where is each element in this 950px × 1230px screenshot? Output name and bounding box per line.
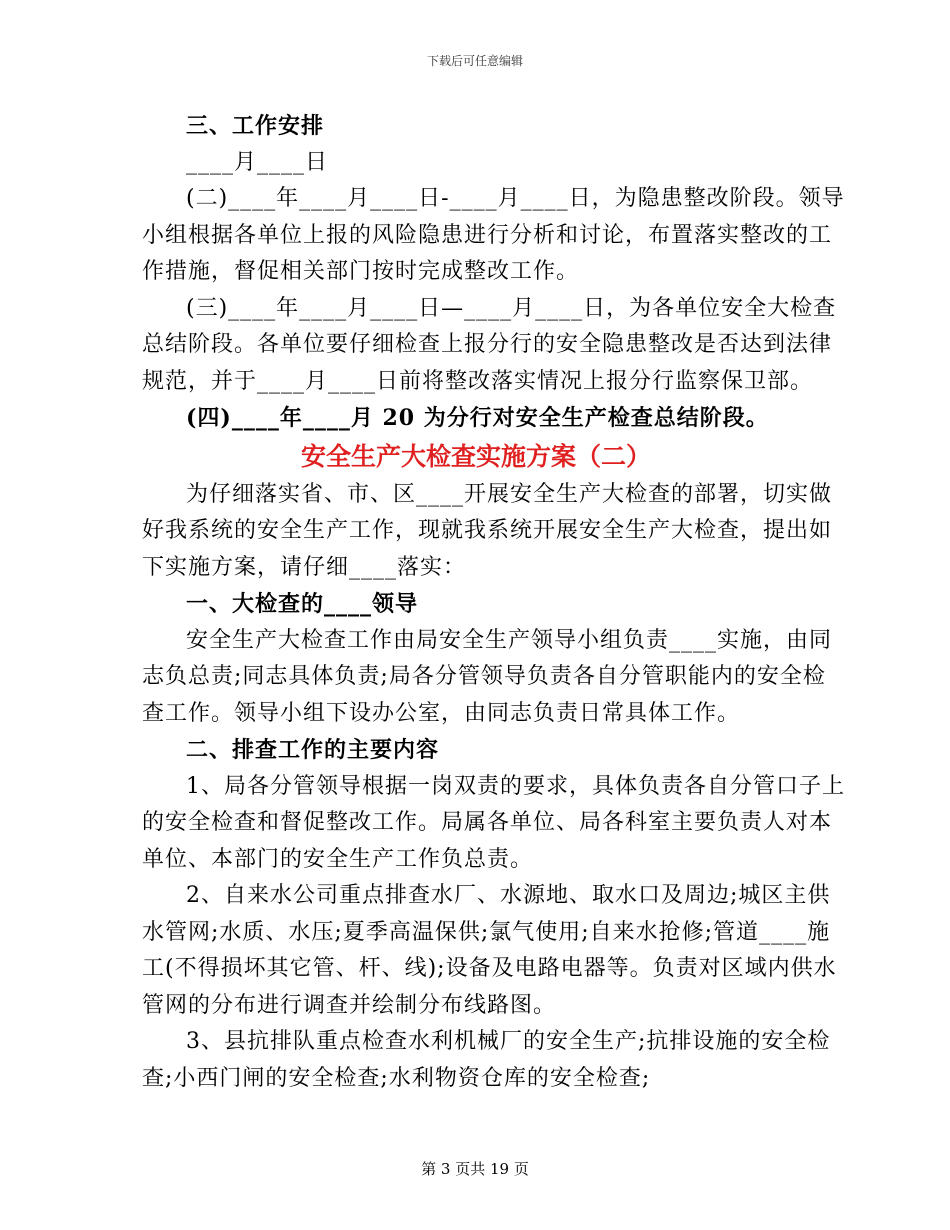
work-arrangement-section: [142, 108, 845, 437]
paragraph-line: 2、自来水公司重点排查水厂、水源地、取水口及周边;城区主供: [186, 883, 831, 908]
paragraph-line: 总结阶段。各单位要仔细检查上报分行的安全隐患整改是否达到法律: [142, 332, 833, 357]
paragraph-line: 工(不得损坏其它管、杆、线);设备及电路电器等。负责对区域内供水: [142, 956, 837, 981]
section-heading: 一、大检查的____领导: [186, 591, 419, 617]
paragraph-line: 好我系统的安全生产工作，现就我系统开展安全生产大检查，提出如: [142, 518, 833, 543]
paragraph-line: (二)____年____月____日-____月____日，为隐患整改阶段。领导: [186, 186, 845, 211]
paragraph-line: 小组根据各单位上报的风险隐患进行分析和讨论，布置落实整改的工: [142, 222, 833, 248]
paragraph-line: 3、县抗排队重点检查水利机械厂的安全生产;抗排设施的安全检: [186, 1029, 831, 1054]
document-body: [142, 108, 845, 1097]
inspection-plan-section: [142, 477, 845, 1098]
paragraph-line: 规范，并于____月____日前将整改落实情况上报分行监察保卫部。: [142, 368, 814, 394]
paragraph-line: 安全生产大检查工作由局安全生产领导小组负责____实施，由同: [186, 627, 833, 653]
page-footer: 第 3 页共 19 页: [421, 1160, 529, 1178]
section-heading: 二、排查工作的主要内容: [186, 737, 440, 763]
paragraph-line: 查;小西门闸的安全检查;水利物资仓库的安全检查;: [142, 1065, 651, 1091]
paragraph-line: 1、局各分管领导根据一岗双责的要求，具体负责各自分管口子上: [186, 773, 845, 799]
paragraph-line: 志负总责;同志具体负责;局各分管领导负责各自分管职能内的安全检: [142, 664, 826, 689]
paragraph-line: ____月____日: [186, 149, 329, 175]
section-title: 安全生产大检查实施方案（二）: [300, 441, 651, 471]
paragraph-line: 为仔细落实省、市、区____开展安全生产大检查的部署，切实做: [186, 481, 833, 507]
section-heading: 三、工作安排: [186, 113, 325, 139]
paragraph-line: 下实施方案，请仔细____落实：: [142, 554, 467, 580]
paragraph-line: 管网的分布进行调查并绘制分布线路图。: [142, 992, 557, 1018]
paragraph-line: 查工作。领导小组下设办公室，由同志负责日常具体工作。: [142, 700, 741, 726]
paragraph-line: 的安全检查和督促整改工作。局属各单位、局各科室主要负责人对本: [142, 810, 833, 835]
paragraph-line: 水管网;水质、水压;夏季高温保供;氯气使用;自来水抢修;管道____施: [142, 919, 831, 945]
page-header: 下载后可任意编辑: [426, 54, 523, 68]
paragraph-line: 单位、本部门的安全生产工作负总责。: [142, 846, 534, 872]
section-heading: (四)____年____月 20 为分行对安全生产检查总结阶段。: [186, 405, 769, 431]
paragraph-line: (三)____年____月____日—____月____日，为各单位安全大检查: [186, 295, 837, 321]
paragraph-line: 作措施，督促相关部门按时完成整改工作。: [142, 259, 580, 284]
